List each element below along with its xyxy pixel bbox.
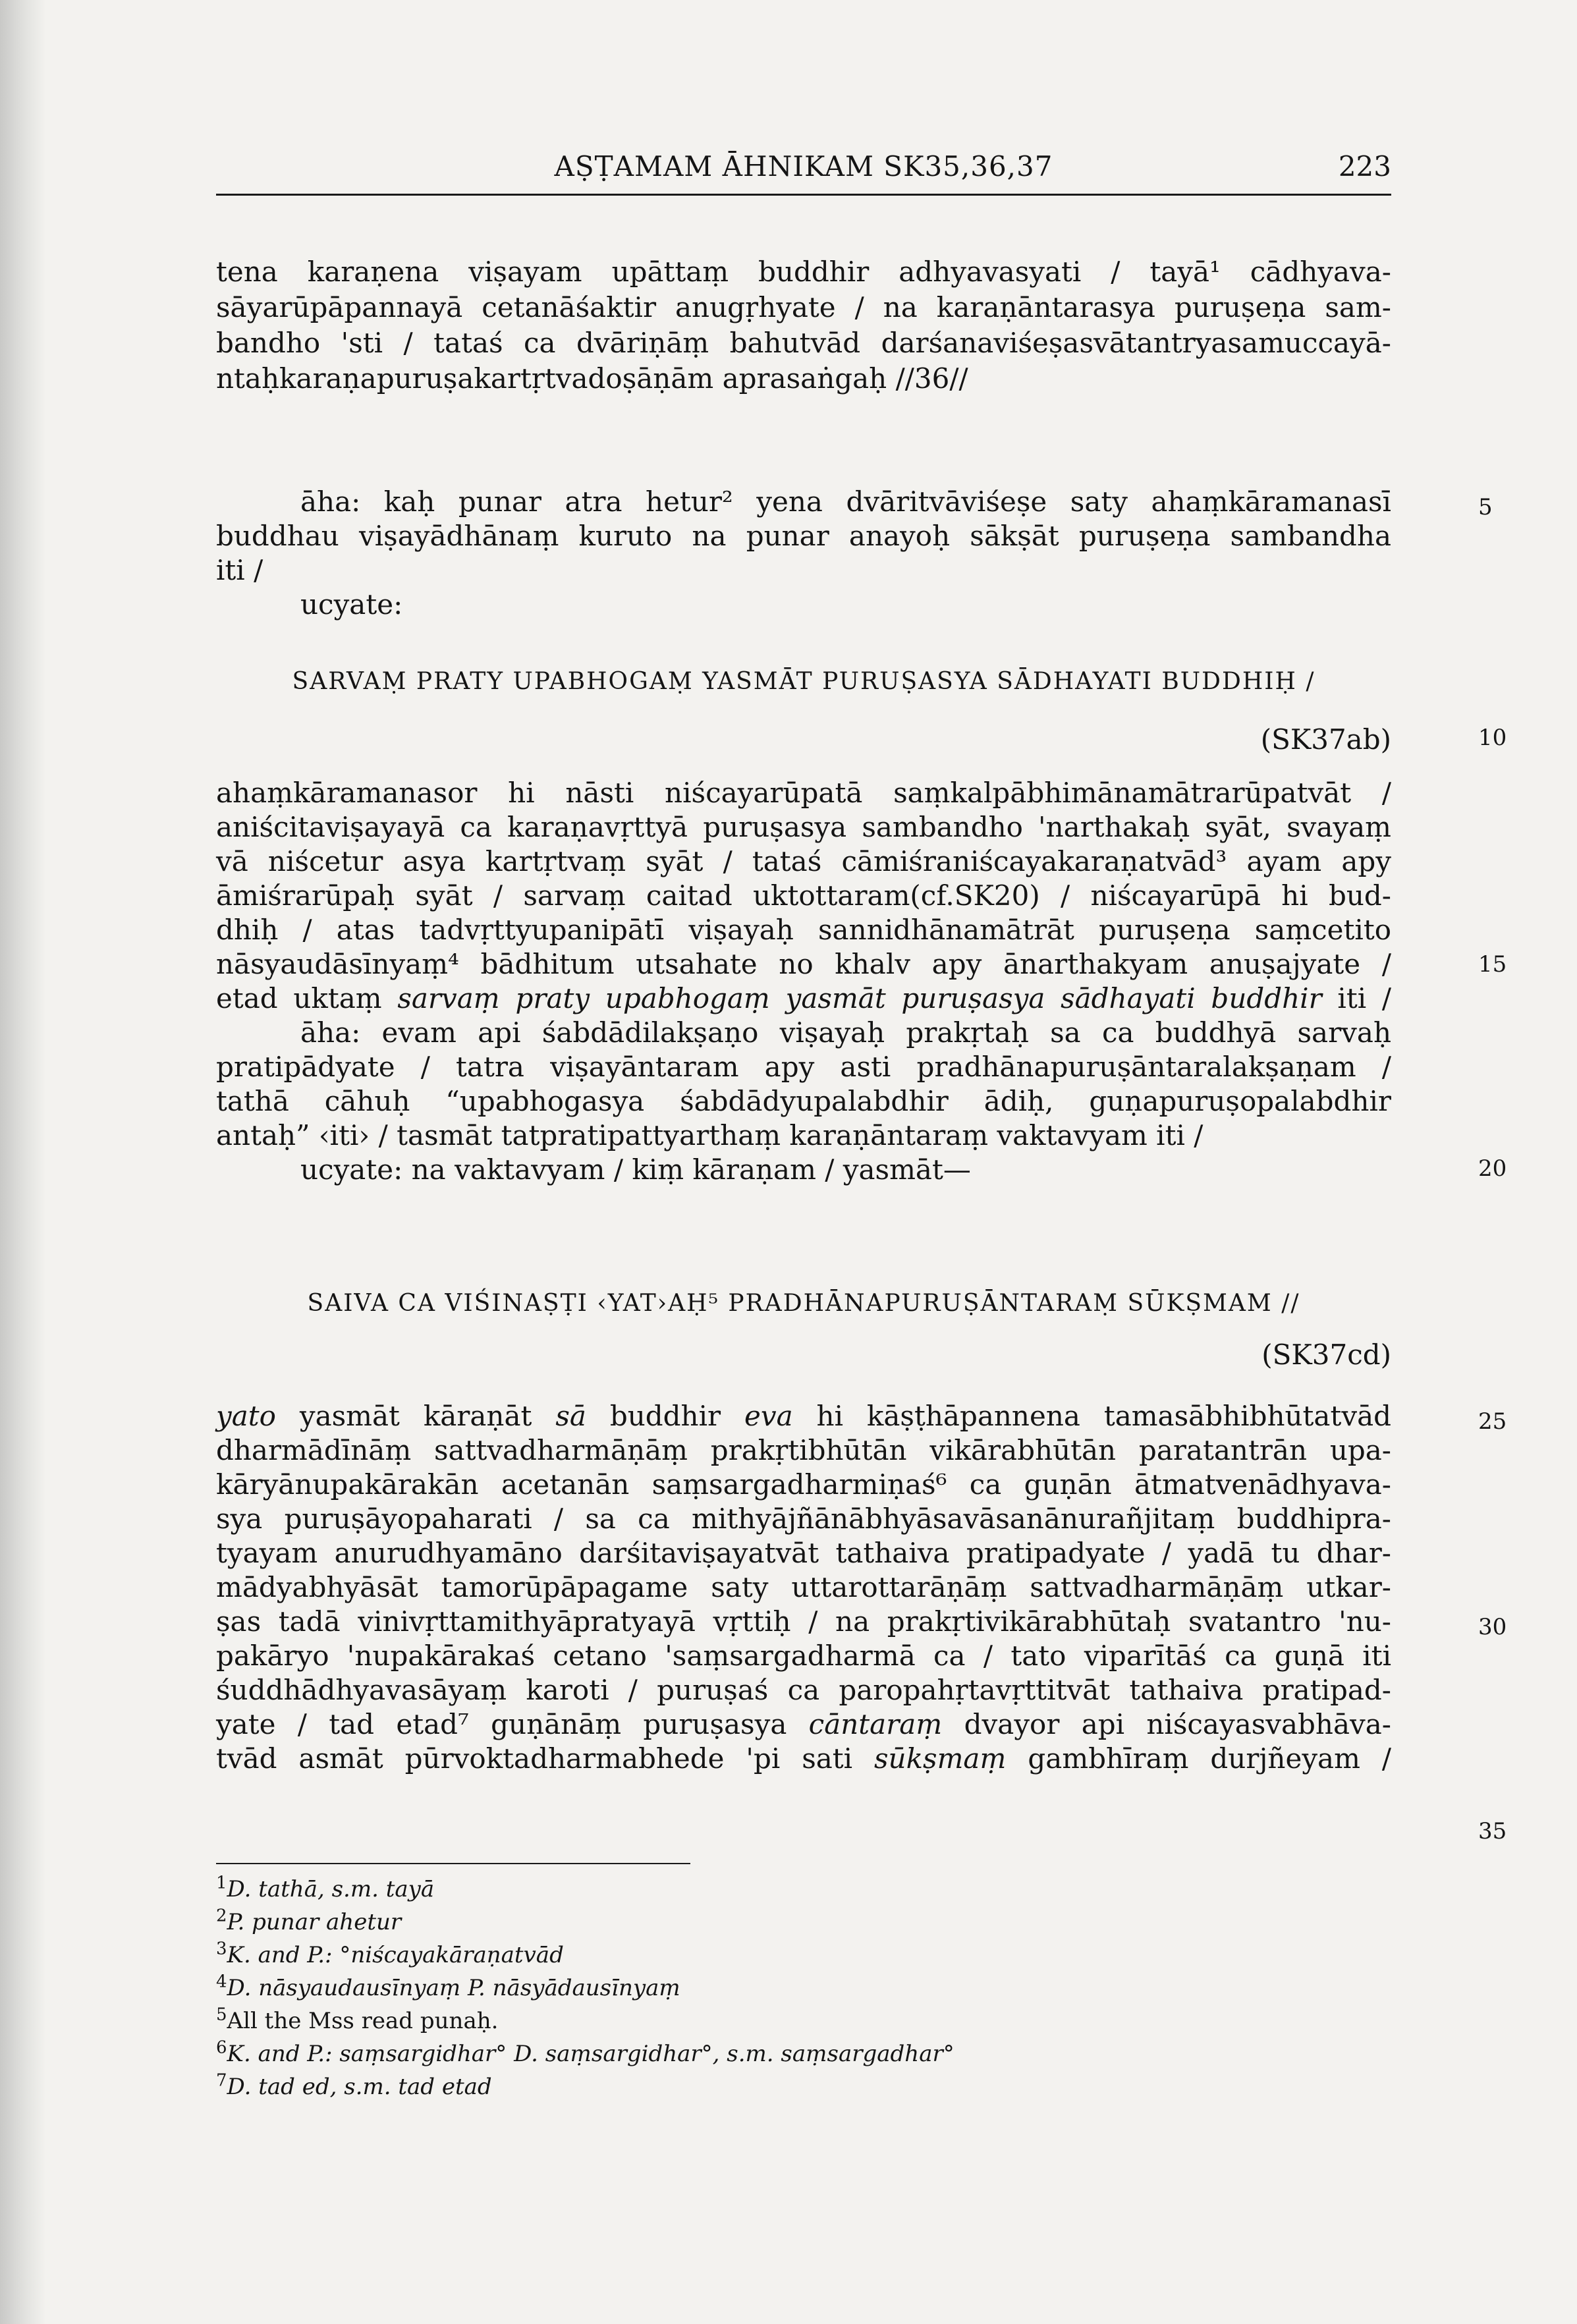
text-span: tvād asmāt pūrvoktadharmabhede 'pi sati — [216, 1742, 874, 1775]
paragraph-1 — [216, 254, 1391, 397]
footnote-text: K. and P.: °niścayakāraṇatvād — [227, 1942, 564, 1968]
line-number: 10 — [1478, 725, 1507, 751]
text-line — [216, 982, 1391, 1016]
text-line: kāryānupakārakān acetanān saṃsargadharmiṇaś⁶ ca guṇān ātmatvenādhyava- — [216, 1468, 1391, 1501]
quoted-verse-italic: sarvaṃ praty upabhogaṃ yasmāt puruṣasya sādhayati buddhir — [397, 982, 1322, 1014]
footnote-text: P. punar ahetur — [227, 1909, 402, 1935]
footnote-5 — [216, 2006, 498, 2035]
text-line: pratipādyate / tatra viṣayāntaram apy asti pradhānapuruṣāntaralakṣaṇam / — [216, 1051, 1391, 1083]
text-span: buddhir — [586, 1400, 744, 1432]
text-span: dvayor api niścayasvabhāva- — [942, 1708, 1391, 1740]
running-header — [216, 150, 1391, 196]
running-title: AṢṬAMAM ĀHNIKAM SK35,36,37 — [554, 150, 1053, 182]
text-span: hi kāṣṭhāpannena tamasābhibhūtatvād — [792, 1400, 1391, 1432]
text-line — [216, 1707, 1391, 1742]
karika-verse: SAIVA CA VIŚINAṢṬI ‹YAT›AḤ⁵ PRADHĀNAPURUṢĀNTARAṂ SŪKṢMAM // — [307, 1290, 1300, 1317]
text-span: etad uktaṃ — [216, 982, 398, 1014]
text-span: gambhīraṃ durjñeyam / — [1006, 1742, 1391, 1775]
footnote-mark: 2 — [216, 1906, 227, 1926]
line-number: 15 — [1478, 951, 1507, 978]
footnote-7 — [216, 2072, 492, 2101]
lemma-italic: sūkṣmaṃ — [874, 1742, 1007, 1775]
footnote-3 — [216, 1941, 564, 1970]
text-line: āha: evam api śabdādilakṣaṇo viṣayaḥ prakṛtaḥ sa ca buddhyā sarvaḥ — [300, 1016, 1391, 1049]
text-line: mādyabhyāsāt tamorūpāpagame saty uttarottarāṇāṃ sattvadharmāṇāṃ utkar- — [216, 1571, 1391, 1603]
footnote-text: K. and P.: saṃsargidhar° D. saṃsargidhar°, s.m. saṃsargadhar° — [227, 2041, 954, 2067]
lemma-italic: sā — [555, 1400, 586, 1432]
paragraph-5 — [216, 1399, 1391, 1776]
text-line: dharmādīnāṃ sattvadharmāṇāṃ prakṛtibhūtān vikārabhūtān paratantrān upa- — [216, 1434, 1391, 1466]
line-number: 25 — [1478, 1408, 1507, 1435]
text-line: ucyate: na vaktavyam / kiṃ kāraṇam / yasmāt— — [300, 1153, 971, 1186]
footnote-4 — [216, 1974, 680, 2003]
footnote-mark: 1 — [216, 1873, 227, 1893]
paragraph-2 — [216, 485, 1391, 622]
verse-reference: (SK37cd) — [1261, 1339, 1391, 1371]
line-number: 5 — [1478, 494, 1493, 520]
text-line: pakāryo 'nupakārakaś cetano 'saṃsargadharmā ca / tato viparītāś ca guṇā iti — [216, 1640, 1391, 1672]
text-line: sāyarūpāpannayā cetanāśaktir anugṛhyate / na karaṇāntarasya puruṣeṇa sam- — [216, 291, 1391, 323]
paragraph-4 — [216, 1016, 1391, 1187]
line-number: 30 — [1478, 1614, 1507, 1640]
footnote-text: D. tathā, s.m. tayā — [227, 1876, 435, 1902]
text-line — [216, 1742, 1391, 1776]
text-line: antaḥ” ‹iti› / tasmāt tatpratipattyarthaṃ karaṇāntaraṃ vaktavyam iti / — [216, 1119, 1204, 1151]
text-line: sya puruṣāyopaharati / sa ca mithyājñānābhyāsavāsanānurañjitaṃ buddhipra- — [216, 1503, 1391, 1535]
text-line: tena karaṇena viṣayam upāttaṃ buddhir adhyavasyati / tayā¹ cādhyava- — [216, 256, 1391, 288]
verse-reference: (SK37ab) — [1260, 723, 1391, 756]
footnote-text: D. tad ed, s.m. tad etad — [227, 2074, 492, 2100]
footnote-mark: 5 — [216, 2005, 227, 2025]
page-number: 223 — [1338, 150, 1391, 182]
text-line: āmiśrarūpaḥ syāt / sarvaṃ caitad uktottaram(cf.SK20) / niścayarūpā hi bud- — [216, 879, 1391, 912]
footnote-mark: 6 — [216, 2037, 227, 2058]
karika-verse: SARVAṂ PRATY UPABHOGAṂ YASMĀT PURUṢASYA SĀDHAYATI BUDDHIḤ / — [292, 668, 1315, 695]
text-span: yate / tad etad⁷ guṇānāṃ puruṣasya — [216, 1708, 809, 1740]
text-line: tathā cāhuḥ “upabhogasya śabdādyupalabdhir ādiḥ, guṇapuruṣopalabdhir — [216, 1085, 1391, 1117]
footnote-text: D. nāsyaudausīnyaṃ P. nāsyādausīnyaṃ — [227, 1975, 680, 2001]
text-line: ahaṃkāramanasor hi nāsti niścayarūpatā saṃkalpābhimānamātrarūpatvāt / — [216, 777, 1391, 809]
verse-block-2 — [216, 1290, 1391, 1371]
lemma-italic: eva — [744, 1400, 793, 1432]
lemma-italic: cāntaraṃ — [808, 1708, 943, 1740]
line-number: 35 — [1478, 1818, 1507, 1844]
text-line: ntaḥkaraṇapuruṣakartṛtvadoṣāṇām aprasaṅgaḥ //36// — [216, 362, 968, 395]
footnote-6 — [216, 2039, 954, 2068]
footnote-mark: 3 — [216, 1939, 227, 1959]
text-line: nāsyaudāsīnyaṃ⁴ bādhitum utsahate no khalv apy ānarthakyam anuṣajyate / — [216, 948, 1391, 980]
text-line: dhiḥ / atas tadvṛttyupanipātī viṣayaḥ sannidhānamātrāt puruṣeṇa saṃcetito — [216, 914, 1391, 946]
footnote-text: All the Mss read punaḥ. — [227, 2008, 499, 2034]
text-line: ṣas tadā vinivṛttamithyāpratyayā vṛttiḥ / na prakṛtivikārabhūtaḥ svatantro 'nu- — [216, 1605, 1391, 1638]
text-line: buddhau viṣayādhānaṃ kuruto na punar anayoḥ sākṣāt puruṣeṇa sambandha — [216, 520, 1391, 552]
text-line: ucyate: — [300, 588, 403, 621]
footnote-mark: 7 — [216, 2070, 227, 2091]
text-span: iti / — [1321, 982, 1391, 1014]
footnote-mark: 4 — [216, 1972, 227, 1992]
text-line: āha: kaḥ punar atra hetur² yena dvāritvāviśeṣe saty ahaṃkāramanasī — [300, 485, 1391, 518]
text-line: vā niścetur asya kartṛtvaṃ syāt / tataś cāmiśraniścayakaraṇatvād³ ayam apy — [216, 845, 1391, 877]
footnote-rule — [216, 1863, 690, 1864]
text-line: bandho 'sti / tataś ca dvāriṇāṃ bahutvād darśanaviśeṣasvātantryasamuccayā- — [216, 327, 1391, 359]
text-line — [216, 1399, 1391, 1433]
text-span: yasmāt kāraṇāt — [275, 1400, 556, 1432]
footnote-1 — [216, 1875, 434, 1904]
footnote-2 — [216, 1908, 401, 1937]
text-line: iti / — [216, 554, 263, 586]
line-number: 20 — [1478, 1155, 1507, 1182]
text-line: aniścitaviṣayayā ca karaṇavṛttyā puruṣasya sambandho 'narthakaḥ syāt, svayaṃ — [216, 811, 1391, 843]
text-line: tyayam anurudhyamāno darśitaviṣayatvāt tathaiva pratipadyate / yadā tu dhar- — [216, 1537, 1391, 1569]
paragraph-3 — [216, 776, 1391, 1016]
text-line: śuddhādhyavasāyaṃ karoti / puruṣaś ca paropahṛtavṛttitvāt tathaiva pratipad- — [216, 1674, 1391, 1706]
lemma-italic: yato — [216, 1400, 276, 1432]
verse-block-1 — [216, 668, 1391, 756]
